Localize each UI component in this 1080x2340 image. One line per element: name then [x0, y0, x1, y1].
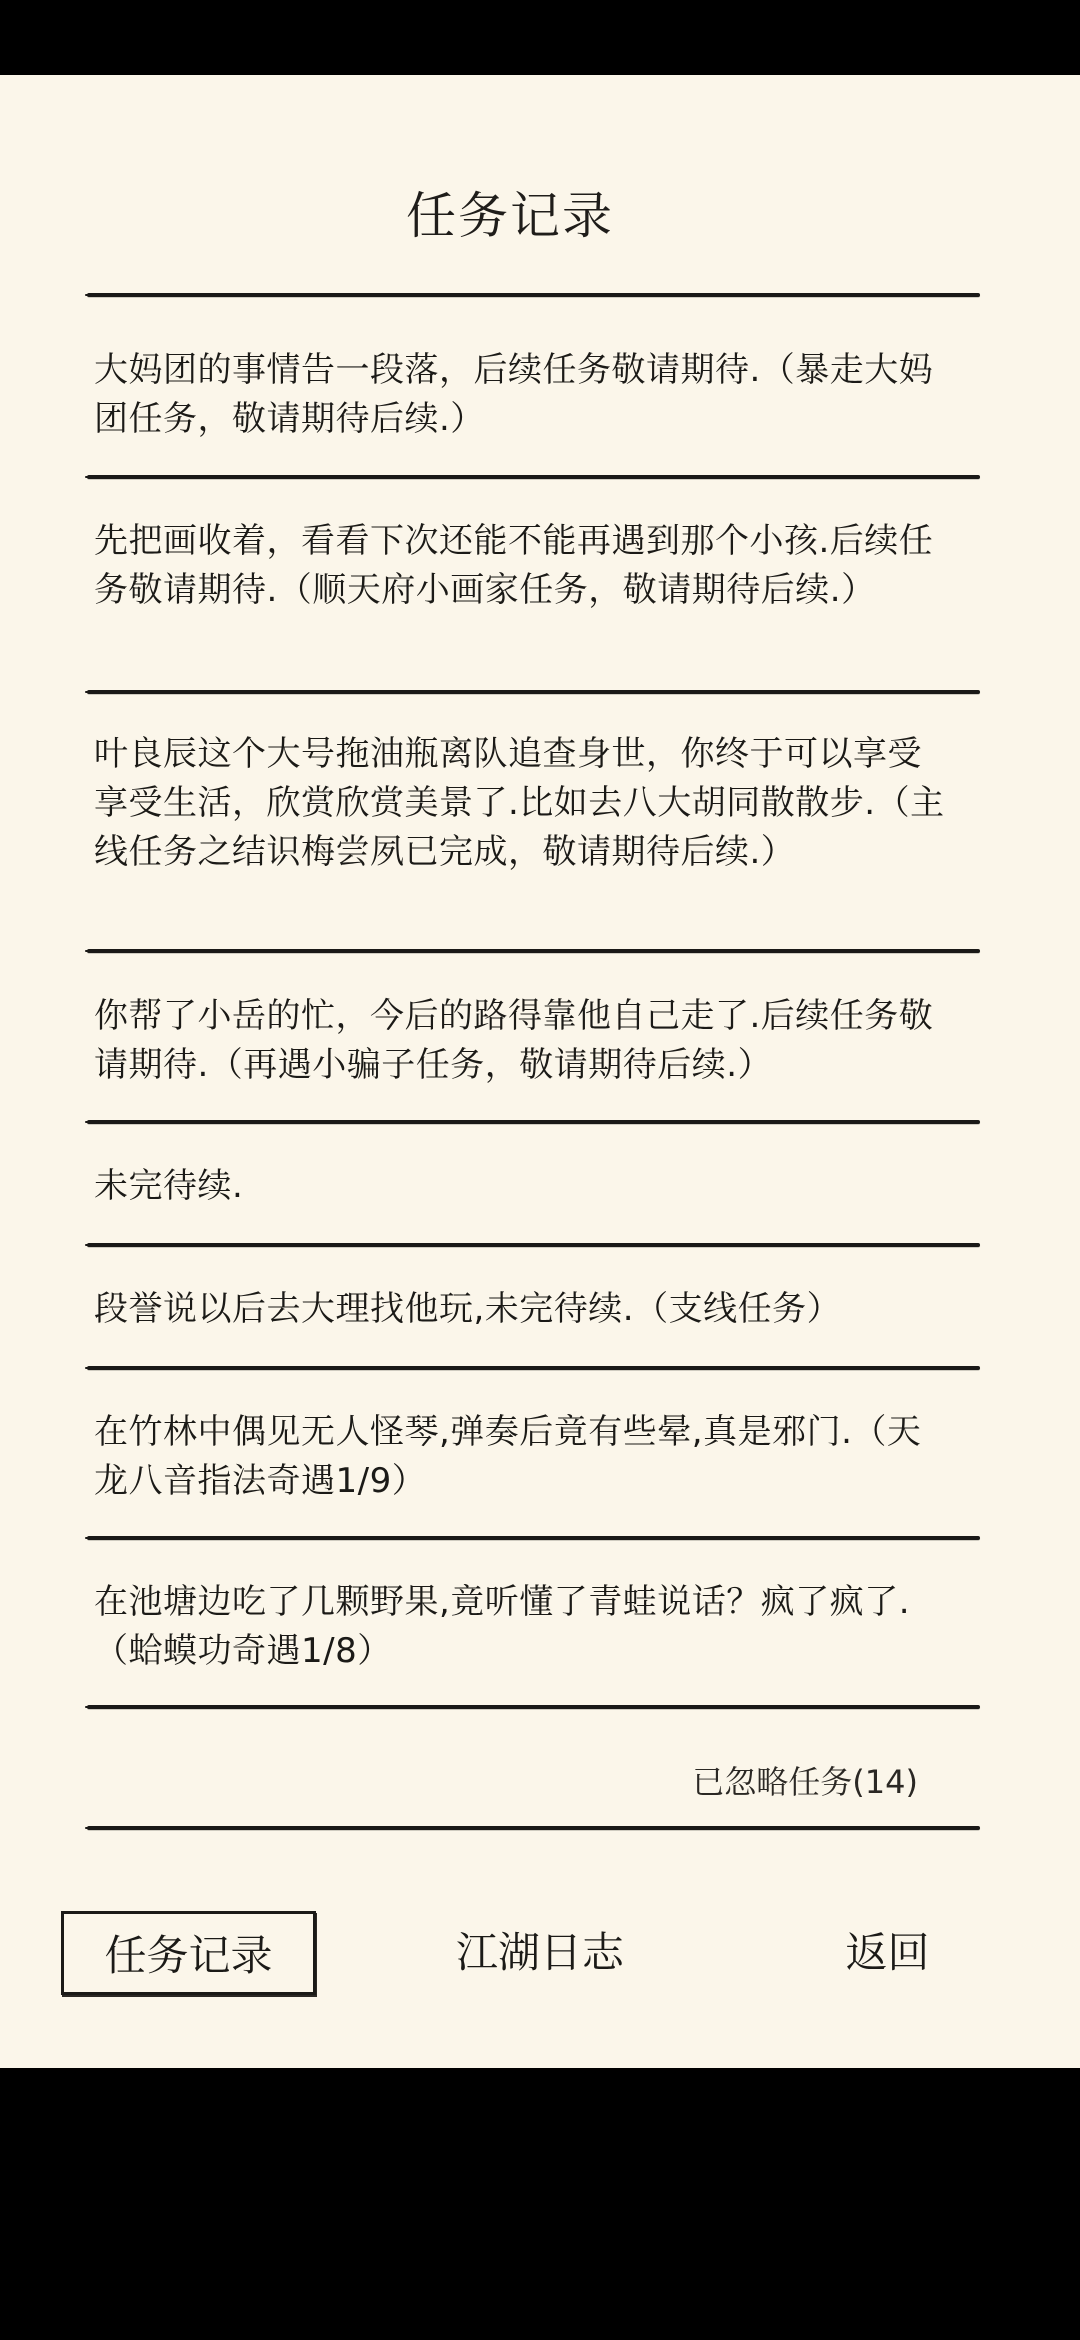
back-button[interactable]: 返回: [845, 1928, 930, 1977]
quest-entry: 段誉说以后去大理找他玩,未完待续.（支线任务）: [94, 1289, 842, 1329]
quest-entry: 在池塘边吃了几颗野果,竟听懂了青蛙说话？疯了疯了.（蛤蟆功奇遇1/8）: [94, 1582, 911, 1671]
page-title: 任务记录: [406, 187, 614, 245]
divider: [87, 949, 980, 953]
quest-entry: 大妈团的事情告一段落，后续任务敬请期待.（暴走大妈团任务，敬请期待后续.）: [94, 350, 934, 439]
divider: [87, 1120, 980, 1124]
quest-entry: 叶良辰这个大号拖油瓶离队追查身世，你终于可以享受享受生活，欣赏欣赏美景了.比如去八大胡同散散步.（主线任务之结识梅尝夙已完成，敬请期待后续.）: [94, 734, 945, 872]
quest-entry: 未完待续.: [94, 1166, 244, 1206]
divider: [87, 1366, 980, 1370]
divider: [87, 1243, 980, 1247]
divider: [87, 690, 980, 694]
divider: [87, 475, 980, 479]
divider: [87, 1826, 980, 1830]
ignored-quests-link[interactable]: 已忽略任务(14): [692, 1763, 918, 1801]
tab-quest-log[interactable]: 任务记录: [61, 1911, 316, 1995]
quest-entry: 在竹林中偶见无人怪琴,弹奏后竟有些晕,真是邪门.（天龙八音指法奇遇1/9）: [94, 1412, 922, 1501]
tab-jianghu-journal[interactable]: 江湖日志: [455, 1928, 624, 1977]
divider: [87, 293, 980, 297]
quest-entry: 先把画收着，看看下次还能不能再遇到那个小孩.后续任务敬请期待.（顺天府小画家任务，敬请期待后续.）: [94, 521, 934, 610]
divider: [87, 1536, 980, 1540]
bottom-frame: [0, 2068, 1080, 2340]
status-bar: [0, 0, 1080, 75]
quest-entry: 你帮了小岳的忙，今后的路得靠他自己走了.后续任务敬请期待.（再遇小骗子任务，敬请期待后续.）: [94, 996, 934, 1085]
divider: [87, 1705, 980, 1709]
